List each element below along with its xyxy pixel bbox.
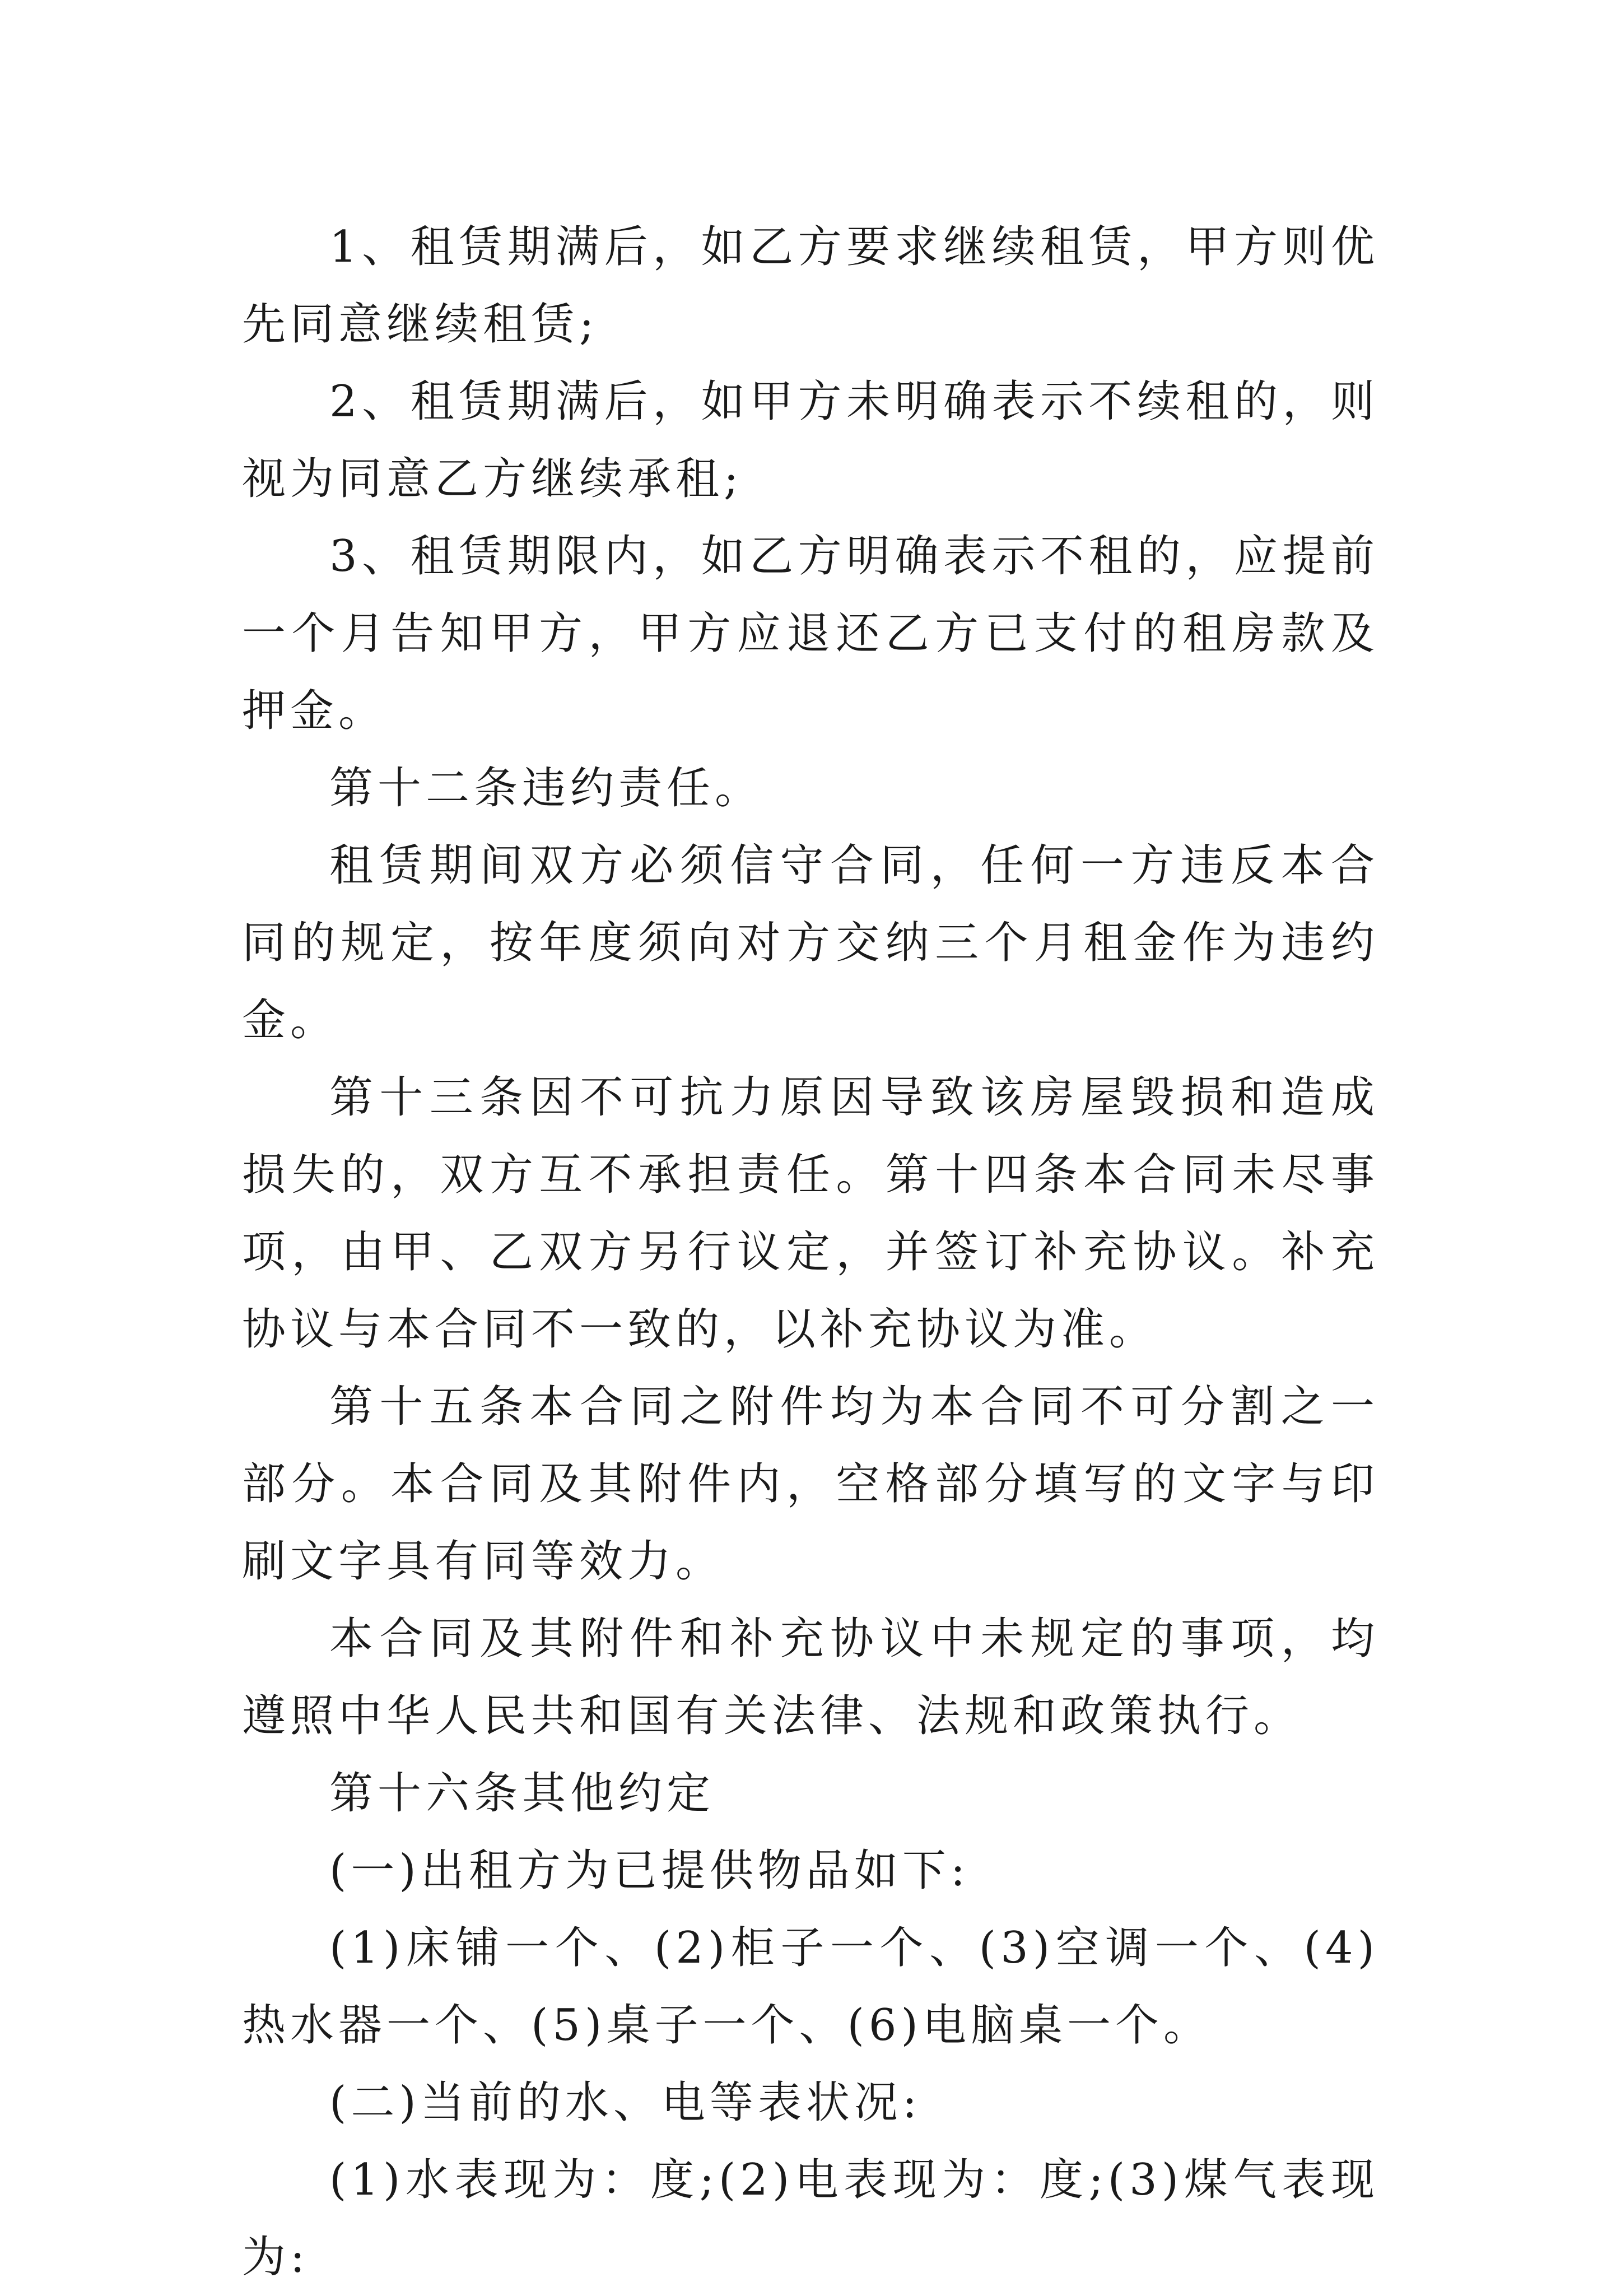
paragraph-early-termination: 3、租赁期限内，如乙方明确表示不租的，应提前一个月告知甲方，甲方应退还乙方已支付的租房款及押金。	[242, 531, 1379, 736]
article-16-heading: 第十六条其他约定	[329, 1768, 715, 1819]
document-body	[242, 208, 1379, 2296]
paragraph-renewal-implied: 2、租赁期满后，如甲方未明确表示不续租的，则视为同意乙方继续承租;	[242, 377, 1379, 504]
provided-items-list: (1)床铺一个、(2)柜子一个、(3)空调一个、(4)热水器一个、(5)桌子一个、(6)电脑桌一个。	[242, 1923, 1379, 2051]
article-15-text: 第十五条本合同之附件均为本合同不可分割之一部分。本合同及其附件内，空格部分填写的文字与印刷文字具有同等效力。	[242, 1382, 1379, 1587]
paragraph-breach-liability: 租赁期间双方必须信守合同，任何一方违反本合同的规定，按年度须向对方交纳三个月租金作为违约金。	[242, 840, 1379, 1045]
paragraph-renewal-priority: 1、租赁期满后，如乙方要求继续租赁，甲方则优先同意继续租赁;	[242, 222, 1379, 350]
section-provided-items-heading: (一)出租方为已提供物品如下:	[329, 1846, 970, 1896]
section-meter-status-heading: (二)当前的水、电等表状况:	[329, 2077, 922, 2128]
article-12-heading: 第十二条违约责任。	[329, 763, 763, 814]
paragraph-governing-law: 本合同及其附件和补充协议中未规定的事项，均遵照中华人民共和国有关法律、法规和政策执行。	[242, 1614, 1379, 1741]
meter-readings-line: (1)水表现为：度;(2)电表现为：度;(3)煤气表现为:	[242, 2155, 1379, 2283]
article-13-14-text: 第十三条因不可抗力原因导致该房屋毁损和造成损失的，双方互不承担责任。第十四条本合同未尽事项，由甲、乙双方另行议定，并签订补充协议。补充协议与本合同不一致的，以补充协议为准。	[242, 1072, 1379, 1355]
